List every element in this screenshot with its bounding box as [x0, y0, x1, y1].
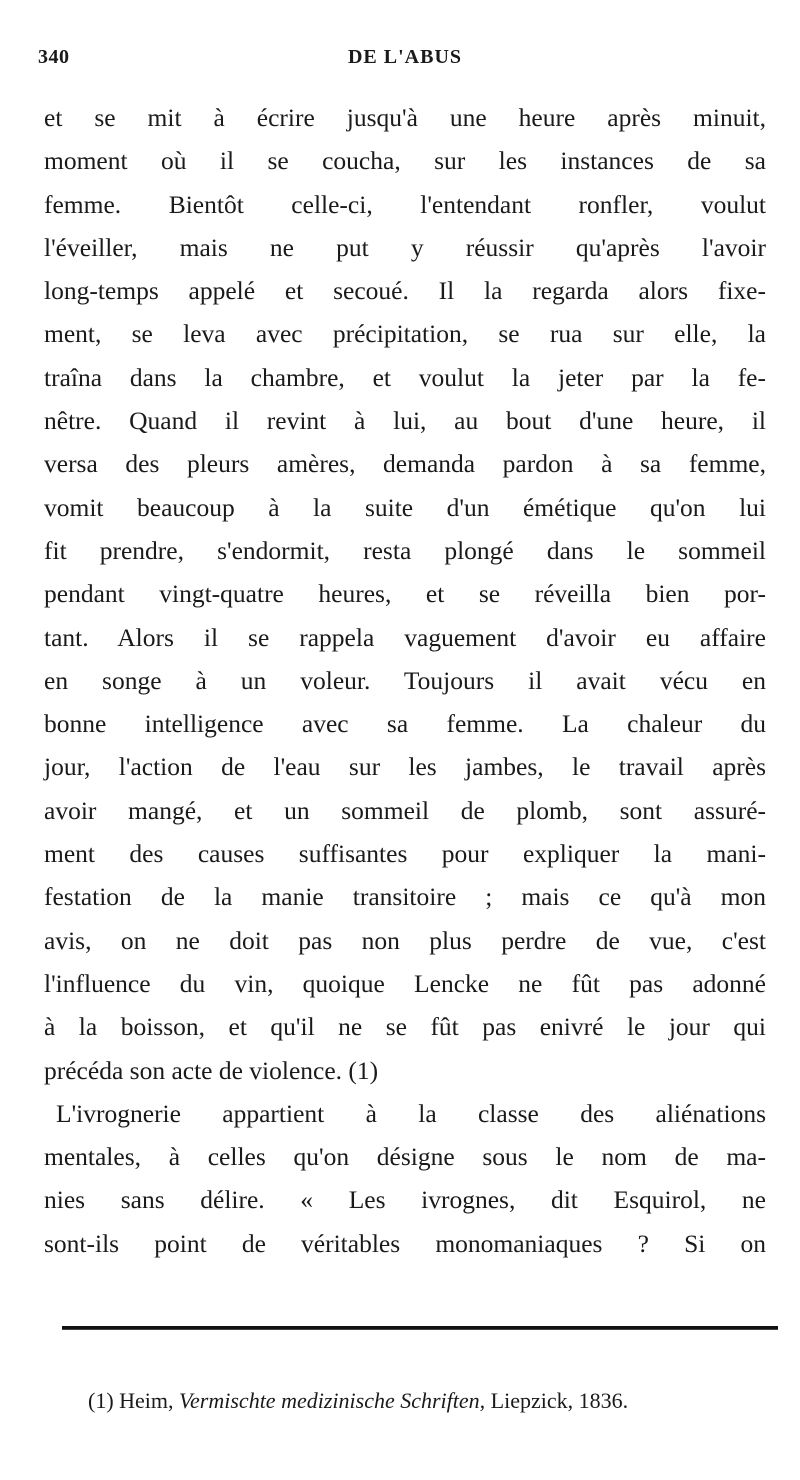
text-line: tant. Alors il se rappela vaguement d'avoir eu affaire	[44, 622, 766, 652]
text-line: moment où il se coucha, sur les instances de sa	[44, 146, 766, 176]
text-line: versa des pleurs amères, demanda pardon à sa femme,	[44, 449, 766, 479]
text-line: avoir mangé, et un sommeil de plomb, sont assuré-	[44, 795, 766, 825]
text-line: bonne intelligence avec sa femme. La chaleur du	[44, 709, 766, 739]
body-text	[44, 96, 766, 1265]
page-header	[38, 46, 772, 76]
text-line: précéda son acte de violence. (1)	[44, 1055, 379, 1085]
footnote-author: Heim,	[119, 1388, 174, 1413]
text-line: ment, se leva avec précipitation, se rua sur elle, la	[44, 319, 766, 349]
text-line: nies sans délire. « Les ivrognes, dit Esquirol, ne	[44, 1185, 766, 1215]
footnote-marker: (1)	[88, 1388, 114, 1413]
footnote-separator-rule	[62, 1326, 778, 1330]
footnote	[88, 1388, 778, 1414]
text-line: nêtre. Quand il revint à lui, au bout d'une heure, il	[44, 406, 766, 436]
text-line: ment des causes suffisantes pour expliquer la mani-	[44, 839, 766, 869]
text-line: avis, on ne doit pas non plus perdre de vue, c'est	[44, 925, 766, 955]
text-line: sont-ils point de véritables monomaniaques ? Si on	[44, 1228, 766, 1258]
text-line: l'éveiller, mais ne put y réussir qu'après l'avoir	[44, 232, 766, 262]
text-line: à la boisson, et qu'il ne se fût pas enivré le jour qui	[44, 1012, 766, 1042]
page-number: 340	[38, 46, 70, 68]
text-line: l'influence du vin, quoique Lencke ne fût pas adonné	[44, 968, 766, 998]
running-head: DE L'ABUS	[347, 46, 463, 68]
footnote-title: Vermischte medizinische Schriften,	[179, 1388, 486, 1413]
text-line: festation de la manie transitoire ; mais ce qu'à mon	[44, 882, 766, 912]
footnote-place-year: Liepzick, 1836.	[490, 1388, 629, 1413]
text-line: pendant vingt-quatre heures, et se réveilla bien por-	[44, 579, 766, 609]
text-line: femme. Bientôt celle-ci, l'entendant ronfler, voulut	[44, 189, 766, 219]
text-line: jour, l'action de l'eau sur les jambes, le travail après	[44, 752, 766, 782]
text-line: traîna dans la chambre, et voulut la jeter par la fe-	[44, 362, 766, 392]
text-line: et se mit à écrire jusqu'à une heure après minuit,	[44, 103, 766, 132]
text-line: mentales, à celles qu'on désigne sous le nom de ma-	[44, 1142, 766, 1172]
text-line: vomit beaucoup à la suite d'un émétique qu'on lui	[44, 492, 766, 522]
text-line: en songe à un voleur. Toujours il avait vécu en	[44, 665, 766, 695]
text-line: fit prendre, s'endormit, resta plongé dans le sommeil	[44, 535, 766, 565]
text-line: long-temps appelé et secoué. Il la regarda alors fixe-	[44, 276, 766, 306]
text-line: L'ivrognerie appartient à la classe des aliénations	[56, 1098, 766, 1128]
